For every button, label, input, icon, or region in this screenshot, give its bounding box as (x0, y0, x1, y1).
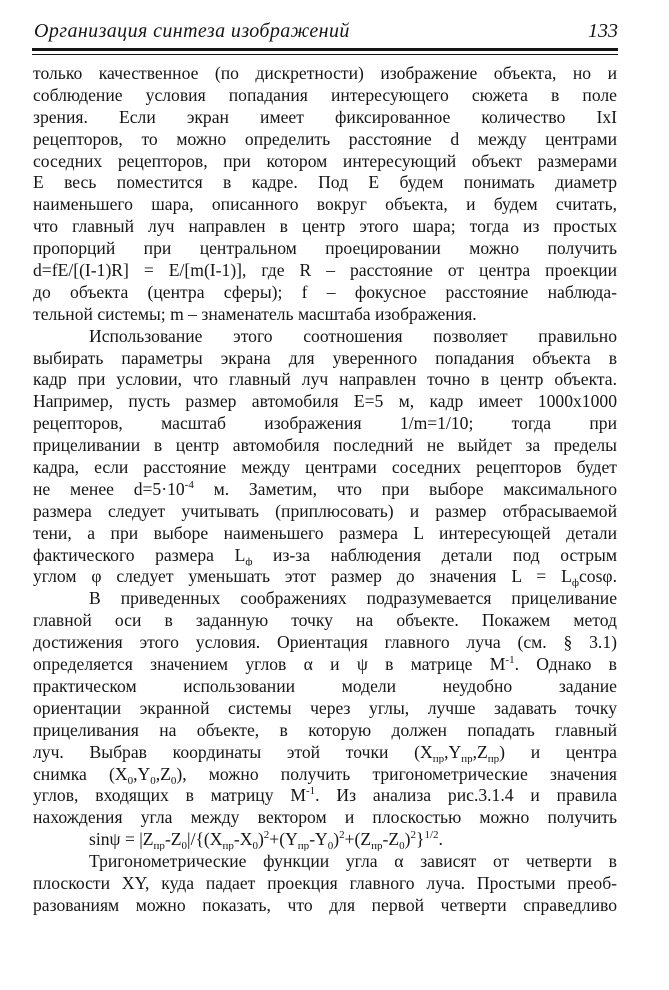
text-line: что главный луч направлен в центр этого шара; тогда из простых (33, 216, 617, 237)
text-line: главной оси в заданную точку на объекте. Покажем метод (33, 610, 617, 631)
text-line: до объекта (центра сферы); f – фокусное расстояние наблюда- (33, 281, 617, 302)
text-line: достижения этого условия. Ориентация главного луча (см. § 3.1) (33, 632, 617, 653)
subscript: ф (571, 577, 579, 589)
text-line: прицеливания на объекте, в которую должен попадать главный (33, 719, 617, 740)
running-title: Организация синтеза изображений (34, 20, 350, 42)
text-line: тельной системы; m – знаменатель масштаба изображения. (33, 303, 477, 324)
text-line: размера следует учитывать (приплюсовать) и размер отбрасываемой (33, 500, 617, 521)
exponent: -1 (306, 785, 316, 798)
text-line: E весь поместится в кадре. Под E будем понимать диаметр (33, 172, 617, 193)
text-line: углом φ следует уменьшать этот размер до значения $L = L_ф\cos\varphi$. (33, 566, 617, 589)
text-line: кадр при условии, что главный луч направлен точно в центр объекта. (33, 369, 617, 390)
subscript: ф (245, 555, 253, 567)
text-line: рецепторов, то можно определить расстояние d между центрами (33, 128, 617, 149)
text-line: соблюдение условия попадания интересующего сюжета в поле (33, 84, 617, 105)
text-line: луч. Выбрав координаты этой точки $(X_{пр},Y_{пр},Z_{пр})$ и центра (33, 741, 617, 764)
text-line: фактического размера $L_ф$ из-за наблюдения детали под острым (33, 544, 617, 567)
text-line: наименьшего шара, описанного вокруг объекта, и будем считать, (33, 194, 617, 215)
page-number: 133 (588, 20, 618, 42)
header-rule-thick (32, 48, 618, 51)
text-line: d=fE/[(I-1)R] = E/[m(I-1)], где R – расстояние от центра проекции (33, 260, 617, 281)
text-line: снимка $(X_0,Y_0,Z_0)$, можно получить тригонометрические значения (33, 763, 617, 786)
text-line: углов, входящих в матрицу $M^{-1}$. Из анализа рис.3.1.4 и правила (33, 785, 617, 806)
body-text (33, 63, 617, 917)
text-line: нахождения угла между вектором и плоскостью можно получить (33, 807, 617, 828)
text-line: соседних рецепторов, при котором интересующий объект размерами (33, 150, 617, 171)
text-line: плоскости XY, куда падает проекция главного луча. Простыми преоб- (33, 872, 617, 893)
text-line: прицеливании в центр автомобиля последний не выйдет за пределы (33, 435, 617, 456)
text-line: пропорций при центральном проецировании можно получить (33, 238, 617, 259)
text-line: выбирать параметры экрана для уверенного попадания объекта в (33, 347, 617, 368)
header-rule-thin (32, 54, 618, 55)
paragraph-start: В приведенных соображениях подразумевается прицеливание (89, 588, 617, 609)
text-line: практическом использовании модели неудобно задание (33, 675, 617, 696)
text-line: не менее $d=5\cdot 10^{-4}$ м. Заметим, что при выборе максимального (33, 478, 617, 499)
exponent: -1 (505, 654, 515, 667)
text-line: зрения. Если экран имеет фиксированное количество IxI (33, 106, 617, 127)
paragraph-start: Тригонометрические функции угла α зависят от четверти в (89, 851, 617, 872)
text-line: кадра, если расстояние между центрами соседних рецепторов будет (33, 457, 617, 478)
text-line: разованиям можно показать, что для первой четверти справедливо (33, 894, 617, 915)
paragraph-start: Использование этого соотношения позволяет правильно (89, 325, 617, 346)
text-line: Например, пусть размер автомобиля E=5 м, кадр имеет 1000x1000 (33, 391, 617, 412)
text-line: только качественное (по дискретности) изображение объекта, но и (33, 63, 617, 83)
text-line: ориентации экранной системы через углы, лучше задавать точку (33, 697, 617, 718)
text-line: рецепторов, масштаб изображения 1/m=1/10; тогда при (33, 413, 617, 434)
formula-sin-psi: $\sin\psi = |Z_{пр}-Z_0|/\{(X_{пр}-X_0)^2+(Y_{пр}-Y_0)^2+(Z_{пр}-Z_0)^2\}^{1/2}$. (89, 829, 443, 852)
page-header (32, 18, 618, 48)
exponent: -4 (184, 478, 194, 491)
text-line: определяется значением углов α и ψ в матрице $M^{-1}$. Однако в (33, 654, 617, 675)
text-line: тени, а при выборе наименьшего размера L интересующей детали (33, 522, 617, 543)
